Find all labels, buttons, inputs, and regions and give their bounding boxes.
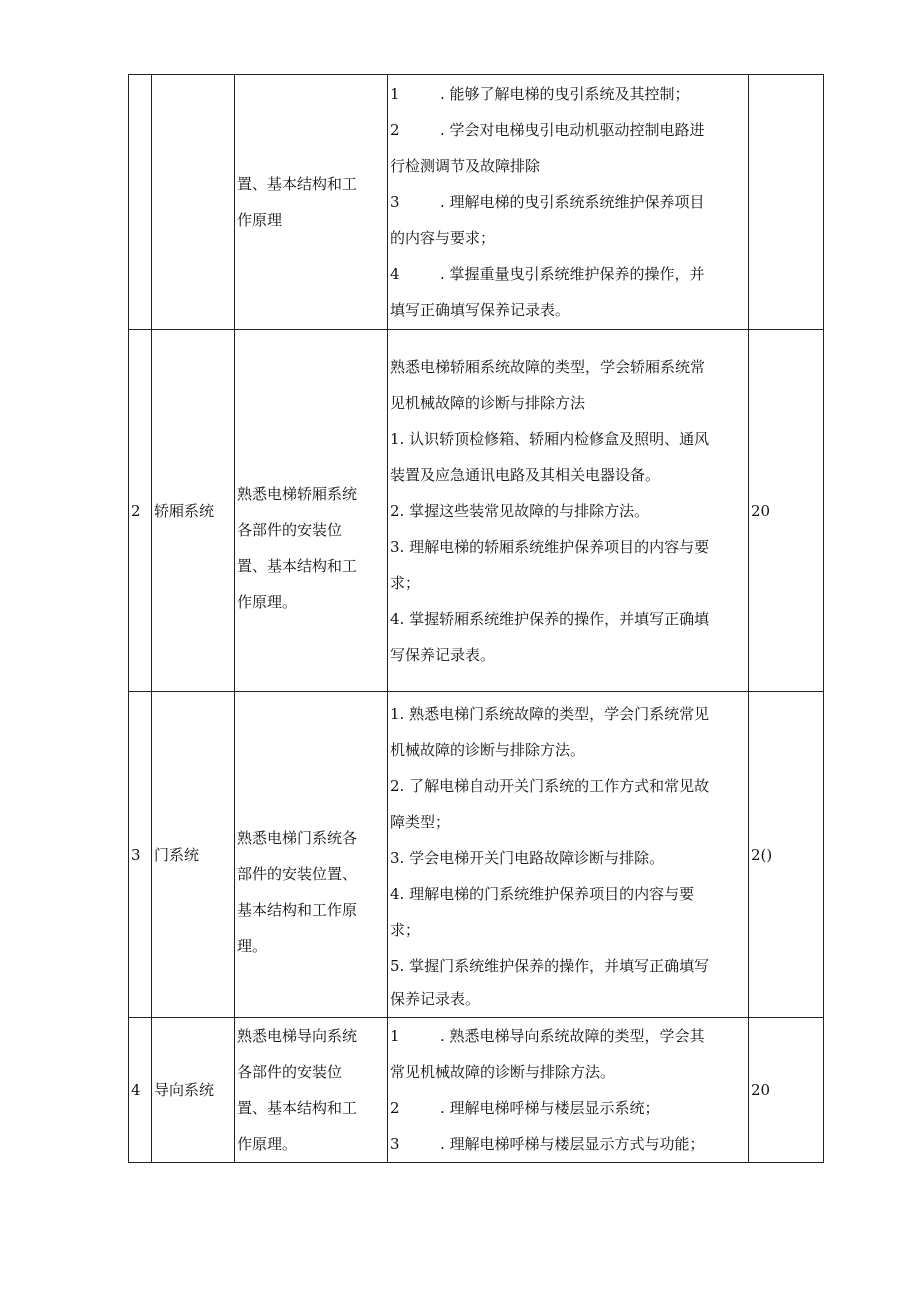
learning-goal [235,1018,388,1163]
row-index: 2 [129,330,152,692]
table-row [129,75,824,330]
detail-line: 机械故障的诊断与排除方法。 [390,740,586,759]
detail-line: 1. 熟悉电梯门系统故障的类型，学会门系统常见 [390,704,710,723]
detail-line: 熟悉电梯轿厢系统故障的类型，学会轿厢系统常 [390,357,706,376]
detail-line: 1. 认识轿顶检修箱、轿厢内检修盒及照明、通风 [390,429,710,448]
goal-line: 熟悉电梯门系统各 [237,828,358,847]
goal-line: 作原理。 [237,592,298,611]
module-name: 门系统 [152,692,235,1018]
goal-line: 基本结构和工作原 [237,900,358,919]
goal-line: 作原理。 [237,1135,298,1153]
row-index: 4 [129,1018,152,1163]
detail-line: 5. 掌握门系统维护保养的操作，并填写正确填写 [390,956,710,975]
goal-line: 各部件的安装位 [237,1063,343,1081]
detail-line: 求； [390,920,421,939]
row-index [129,75,152,330]
detail-line: 2. 了解电梯自动开关门系统的工作方式和常见故 [390,776,710,795]
detail-line: 4. 掌握轿厢系统维护保养的操作，并填写正确填 [390,609,710,628]
hours: 2() [749,692,824,1018]
detail-line: 4 . 掌握重量曳引系统维护保养的操作，并 [390,265,705,283]
detail-line: 求； [390,573,421,592]
goal-line: 部件的安装位置、 [237,864,358,883]
goal-line: 各部件的安装位 [237,520,343,539]
detail-line: 的内容与要求； [390,229,496,247]
detail-line: 2. 掌握这些装常见故障的与排除方法。 [390,501,650,520]
content-detail [388,75,749,330]
goal-line: 置、基本结构和工 [237,556,358,575]
learning-goal [235,330,388,692]
detail-line: 见机械故障的诊断与排除方法 [390,393,586,412]
content-detail [388,692,749,1018]
hours [749,75,824,330]
goal-line: 理。 [237,936,268,955]
goal-line: 置、基本结构和工 [237,175,358,193]
detail-line: 保养记录表。 [390,989,481,1008]
module-name: 导向系统 [152,1018,235,1163]
learning-goal [235,692,388,1018]
learning-goal [235,75,388,330]
detail-line: 3. 学会电梯开关门电路故障诊断与排除。 [390,848,665,867]
goal-line: 熟悉电梯导向系统 [237,1027,358,1045]
detail-line: 写保养记录表。 [390,645,496,664]
detail-line: 2 . 理解电梯呼梯与楼层显示系统； [390,1099,660,1117]
hours: 20 [749,330,824,692]
detail-line: 3. 理解电梯的轿厢系统维护保养项目的内容与要 [390,537,710,556]
goal-line: 作原理 [237,211,283,229]
detail-line: 装置及应急通讯电路及其相关电器设备。 [390,465,661,484]
curriculum-table [128,74,824,1163]
detail-line: 障类型； [390,812,451,831]
detail-line: 4. 理解电梯的门系统维护保养项目的内容与要 [390,884,695,903]
table-row [129,330,824,692]
detail-line: 3 . 理解电梯的曳引系统系统维护保养项目 [390,193,705,211]
detail-line: 行检测调节及故障排除 [390,157,541,175]
content-detail [388,330,749,692]
detail-line: 3 . 理解电梯呼梯与楼层显示方式与功能； [390,1135,705,1153]
detail-line: 1 . 能够了解电梯的曳引系统及其控制； [390,85,690,103]
content-detail [388,1018,749,1163]
hours: 20 [749,1018,824,1163]
table-row [129,1018,824,1163]
module-name [152,75,235,330]
goal-line: 熟悉电梯轿厢系统 [237,484,358,503]
table-row [129,692,824,1018]
detail-line: 常见机械故障的诊断与排除方法。 [390,1063,616,1081]
goal-line: 置、基本结构和工 [237,1099,358,1117]
detail-line: 1 . 熟悉电梯导向系统故障的类型，学会其 [390,1027,705,1045]
row-index: 3 [129,692,152,1018]
detail-line: 2 . 学会对电梯曳引电动机驱动控制电路进 [390,121,705,139]
detail-line: 填写正确填写保养记录表。 [390,301,571,319]
module-name: 轿厢系统 [152,330,235,692]
